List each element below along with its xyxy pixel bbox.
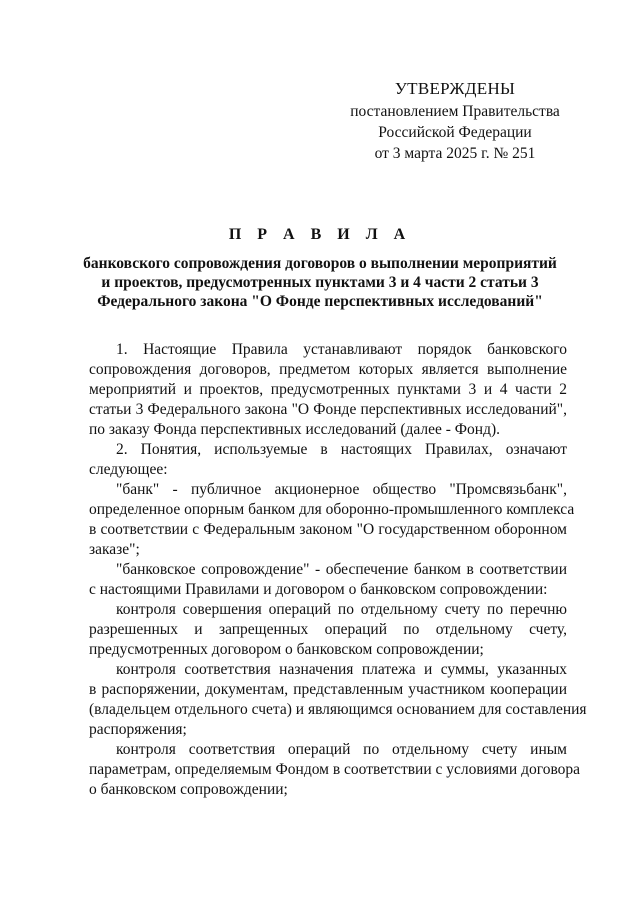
text-line: контроля совершения операций по отдельному счету по перечню: [116, 601, 567, 618]
approval-line: Российской Федерации: [378, 124, 532, 141]
text-line: определенное опорным банком для оборонно-промышленного комплекса: [89, 501, 575, 518]
text-line: разрешенных и запрещенных операций по отдельному счету,: [89, 621, 567, 638]
approval-stamp: [330, 78, 580, 164]
text-line: с настоящими Правилами и договором о банковском сопровождении:: [89, 581, 548, 598]
text-line: статьи 3 Федерального закона "О Фонде перспективных исследований",: [89, 401, 567, 418]
text-line: в распоряжении, документам, представленным участником кооперации: [89, 681, 567, 698]
rules-title: П Р А В И Л А: [228, 226, 412, 243]
support-item-parameters-control: [89, 740, 581, 800]
text-line: сопровождения договоров, предметом которых является выполнение: [89, 361, 567, 378]
support-item-payment-control: [89, 660, 587, 740]
rules-subtitle-line: и проектов, предусмотренных пунктами 3 и 4 части 2 статьи 3: [101, 274, 539, 291]
text-line: распоряжения;: [89, 721, 187, 738]
text-line: "банк" - публичное акционерное общество "Промсвязьбанк",: [116, 481, 567, 498]
text-line: о банковском сопровождении;: [89, 781, 288, 798]
paragraph-2: [89, 440, 567, 480]
definition-bank-support: [89, 560, 567, 600]
rules-title-block: [60, 226, 580, 311]
text-line: "банковское сопровождение" - обеспечение банком в соответствии: [116, 561, 567, 578]
text-line: заказе";: [89, 541, 140, 558]
approval-line: постановлением Правительства: [350, 103, 560, 120]
text-line: по заказу Фонда перспективных исследований (далее - Фонд).: [89, 421, 501, 438]
text-line: 1. Настоящие Правила устанавливают порядок банковского: [116, 341, 567, 358]
rules-subtitle-line: банковского сопровождения договоров о выполнении мероприятий: [83, 255, 557, 272]
text-line: следующее:: [89, 461, 168, 478]
rules-subtitle-line: Федерального закона "О Фонде перспективных исследований": [97, 293, 543, 310]
support-item-operations-control: [89, 600, 567, 660]
definition-bank: [89, 480, 575, 560]
text-line: контроля соответствия операций по отдельному счету иным: [116, 741, 567, 758]
approval-date-line: от 3 марта 2025 г. № 251: [374, 145, 536, 162]
text-line: предусмотренных договором о банковском сопровождении;: [89, 641, 484, 658]
text-line: контроля соответствия назначения платежа и суммы, указанных: [116, 661, 567, 678]
text-line: (владельцем отдельного счета) и являющимся основанием для составления: [89, 701, 587, 718]
rules-body: [89, 340, 587, 800]
paragraph-1: [89, 340, 567, 440]
approval-heading: УТВЕРЖДЕНЫ: [394, 79, 516, 98]
text-line: в соответствии с Федеральным законом "О государственном оборонном: [89, 521, 567, 538]
text-line: параметрам, определяемым Фондом в соответствии с условиями договора: [89, 761, 581, 778]
text-line: мероприятий и проектов, предусмотренных пунктами 3 и 4 части 2: [89, 381, 567, 398]
text-line: 2. Понятия, используемые в настоящих Правилах, означают: [116, 441, 567, 458]
